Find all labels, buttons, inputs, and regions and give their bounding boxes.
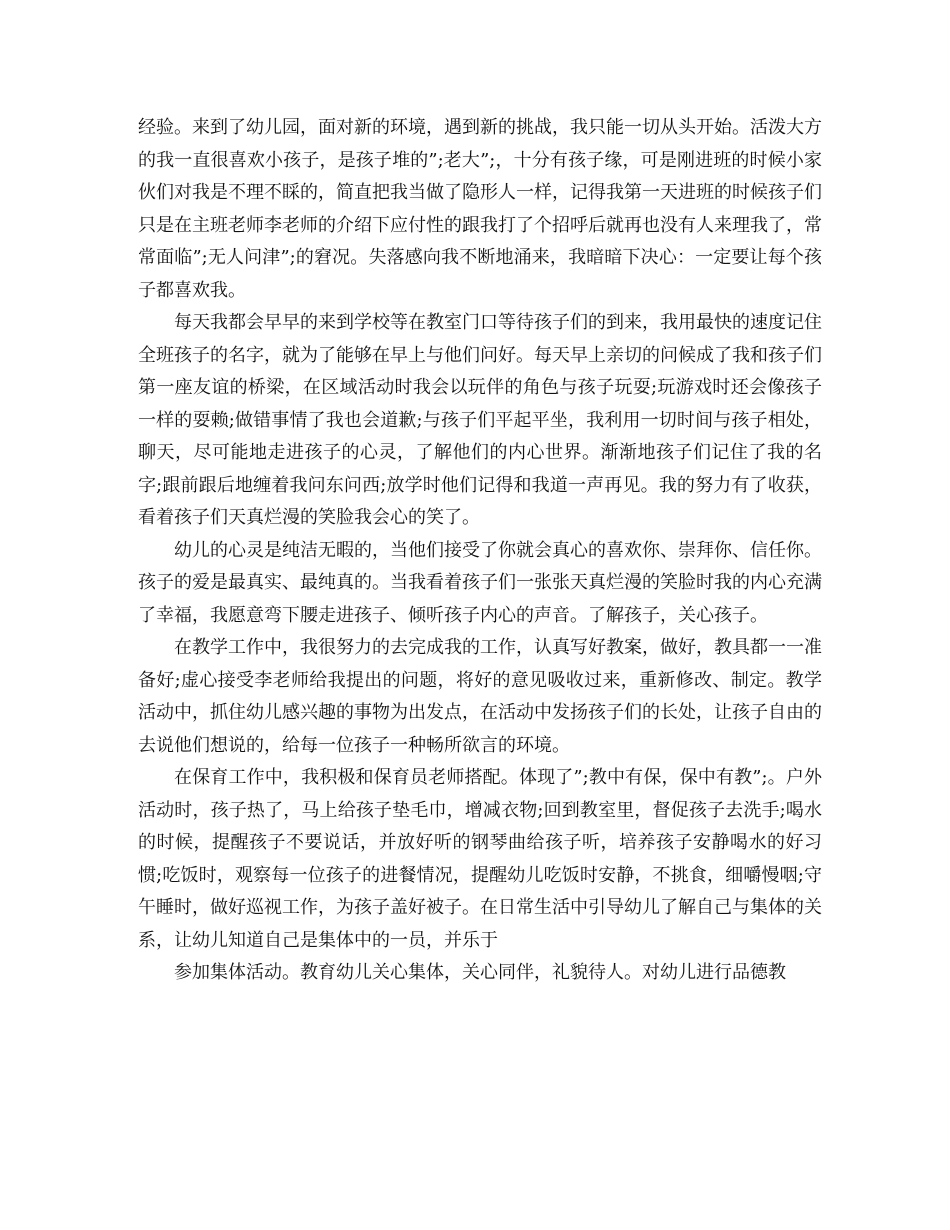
paragraph-1: 经验。来到了幼儿园，面对新的环境，遇到新的挑战，我只能一切从头开始。活泼大方的我一直很喜欢小孩子，是孩子堆的”;老大”;，十分有孩子缘，可是刚进班的时候小家伙们对我是不理不睬的，简直把我当做了隐形人一样，记得我第一天进班的时候孩子们只是在主班老师李老师的介绍下应付性的跟我打了个招呼后就再也没有人来理我了，常常面临”;无人问津”;的窘况。失落感向我不断地涌来，我暗暗下决心：一定要让每个孩子都喜欢我。 bbox=[138, 117, 822, 301]
paragraph-2: 每天我都会早早的来到学校等在教室门口等待孩子们的到来，我用最快的速度记住全班孩子的名字，就为了能够在早上与他们问好。每天早上亲切的问候成了我和孩子们第一座友谊的桥梁，在区域活动时我会以玩伴的角色与孩子玩耍;玩游戏时还会像孩子一样的耍赖;做错事情了我也会道歉;与孩子们平起平坐，我利用一切时间与孩子相处，聊天，尽可能地走进孩子的心灵，了解他们的内心世界。渐渐地孩子们记住了我的名字;跟前跟后地缠着我问东问西;放学时他们记得和我道一声再见。我的努力有了收获，看着孩子们天真烂漫的笑脸我会心的笑了。 bbox=[138, 312, 822, 528]
paragraph-4: 在教学工作中，我很努力的去完成我的工作，认真写好教案，做好，教具都一一准备好;虚心接受李老师给我提出的问题，将好的意见吸收过来，重新修改、制定。教学活动中，抓住幼儿感兴趣的事物为出发点，在活动中发扬孩子们的长处，让孩子自由的去说他们想说的，给每一位孩子一种畅所欲言的环境。 bbox=[138, 637, 822, 756]
paragraph-6: 参加集体活动。教育幼儿关心集体，关心同伴，礼貌待人。对幼儿进行品德教 bbox=[174, 962, 786, 983]
paragraph-5: 在保育工作中，我积极和保育员老师搭配。体现了”;教中有保，保中有教”;。户外活动时，孩子热了，马上给孩子垫毛巾，增减衣物;回到教室里，督促孩子去洗手;喝水的时候，提醒孩子不要说话，并放好听的钢琴曲给孩子听，培养孩子安静喝水的好习惯;吃饭时，观察每一位孩子的进餐情况，提醒幼儿吃饭时安静，不挑食，细嚼慢咽;守午睡时，做好巡视工作，为孩子盖好被子。在日常生活中引导幼儿了解自己与集体的关系，让幼儿知道自己是集体中的一员，并乐于 bbox=[138, 767, 822, 951]
paragraph-3: 幼儿的心灵是纯洁无暇的，当他们接受了你就会真心的喜欢你、崇拜你、信任你。孩子的爱是最真实、最纯真的。当我看着孩子们一张张天真烂漫的笑脸时我的内心充满了幸福，我愿意弯下腰走进孩子、倾听孩子内心的声音。了解孩子，关心孩子。 bbox=[138, 539, 822, 626]
document-page bbox=[138, 112, 822, 990]
